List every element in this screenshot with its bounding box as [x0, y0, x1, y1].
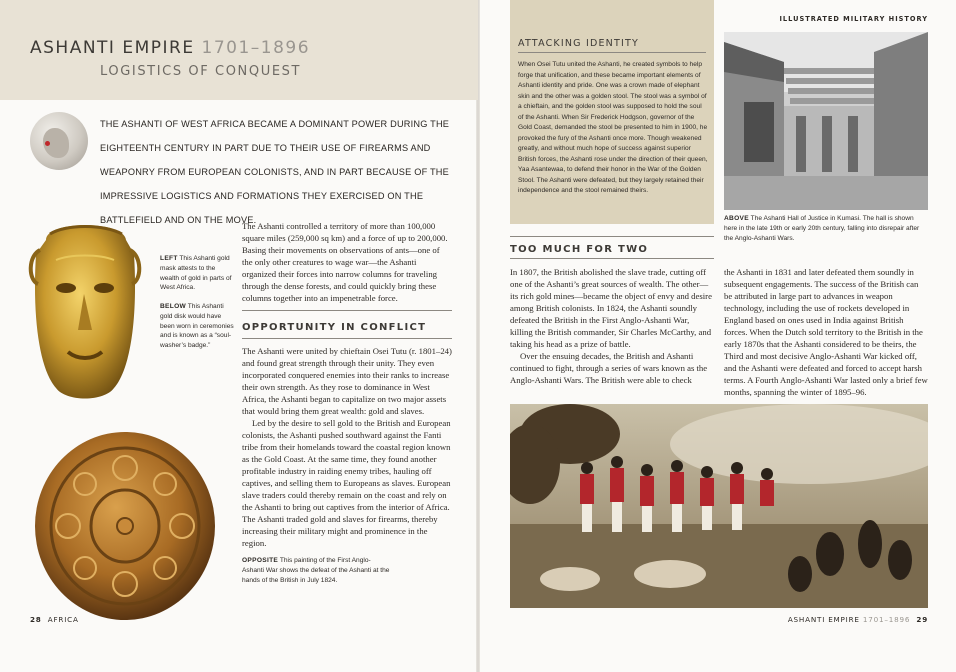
- too-much-paragraph-2: Over the ensuing decades, the British and Ashanti continued to fight, through a series of wars known as the Anglo-Ashanti Wars. The British were able to check: [510, 351, 708, 385]
- folio-section: AFRICA: [47, 615, 79, 624]
- running-head: ILLUSTRATED MILITARY HISTORY: [779, 15, 928, 23]
- sidebar-rule: [518, 52, 706, 53]
- sidebar-text: When Osei Tutu united the Ashanti, he created symbols to help forge that unification, and these became important elements of Ashanti identity and pride. One was a crown made of elephant skin and the other was a golden stool. The stool was a symbol of a chieftain, and the golden stool was supposed to hold the soul of the Ashanti. When Sir Frederick Hodgson, governor of the Gold Coast, demanded the stool be presented to him in 1900, he provoked the fury of the Ashanti once more. Though weakened greatly, and without much hope of success against superior British forces, the Ashanti rose under the direction of their queen, Yaa Asantewaa, to defend their honor in the War of the Golden Stool. The Ashanti were defeated, but they largely retained their independence and the stool remained theirs.: [518, 61, 708, 194]
- gutter: [476, 0, 480, 672]
- location-marker: [45, 141, 50, 146]
- section-rule: [242, 338, 452, 339]
- folio-right: [788, 615, 928, 624]
- sidebar-heading: ATTACKING IDENTITY: [518, 38, 639, 49]
- section-rule: [510, 258, 714, 259]
- title-years: 1701–1896: [201, 38, 311, 58]
- page-number: 29: [916, 615, 928, 624]
- page-title: [30, 38, 310, 58]
- caption-left: LEFT This Ashanti gold mask attests to the wealth of gold in parts of West Africa.: [160, 255, 232, 292]
- page-subtitle: LOGISTICS OF CONQUEST: [100, 64, 302, 79]
- section-rule: [510, 236, 714, 237]
- folio-years: 1701–1896: [862, 615, 911, 624]
- caption-opposite: OPPOSITE This painting of the First Anglo-Ashanti War shows the defeat of the Ashanti at the hands of the British in July 1824.: [242, 557, 390, 584]
- folio-left: [30, 615, 79, 624]
- too-much-paragraph-1: In 1807, the British abolished the slave trade, cutting off one of the Ashanti’s great sources of wealth. The other—its rich gold mines—became the object of envy and desire among British colonists. In 1824, the Ashanti soundly defeated the British in the First Anglo-Ashanti War, killing the British commander, Sir Charles McCarthy, and taking his head as a prize of battle.: [510, 267, 712, 349]
- caption-above: ABOVE The Ashanti Hall of Justice in Kumasi. The hall is shown here in the late 19th or early 20th century, falling into disrepair after the Anglo-Ashanti Wars.: [724, 215, 920, 242]
- page-number: 28: [30, 615, 42, 624]
- folio-section: ASHANTI EMPIRE: [787, 615, 860, 624]
- body-paragraph-1: The Ashanti controlled a territory of more than 100,000 square miles (259,000 sq km) and a force of up to 200,000. Basing their movements on observations of ants—one of the only other creatures to wage war—the Ashanti organized their forces into narrow columns for traveling through the dense forests, and could quickly bring these columns together into an impenetrable force.: [242, 221, 448, 303]
- hall-of-justice-image: [724, 32, 928, 210]
- gold-mask-image: [26, 210, 144, 410]
- africa-globe-icon: [30, 112, 88, 170]
- too-much-paragraph-3: the Ashanti in 1831 and later defeated them soundly in subsequent engagements. The success of the British can be attributed in large part to advances in weapon technology, including the use of rockets developed in England based on ones used in India against British forces. When the Dutch sold territory to the British in the early 1870s that the Ashanti considered to be theirs, the Third and most decisive Anglo-Ashanti War kicked off, and the Ashanti were defeated and forced to accept harsh terms. A Fourth Anglo-Ashanti War lasted only a brief few months, spanning the winter of 1895–96.: [724, 267, 928, 397]
- gold-disk-image: [30, 428, 220, 624]
- title-main: ASHANTI EMPIRE: [30, 38, 195, 58]
- intro-text: THE ASHANTI OF WEST AFRICA BECAME A DOMINANT POWER DURING THE EIGHTEENTH CENTURY IN PART DUE TO THEIR USE OF FIREARMS AND WEAPONRY FROM EUROPEAN COLONISTS, AND IN PART BECAUSE OF THE IMPRESSIVE LOGISTICS AND FORMATIONS THEY EXERCISED ON THE BATTLEFIELD AND ON THE MOVE.: [100, 119, 450, 225]
- too-much-column-1: [510, 266, 714, 386]
- caption-below: BELOW This Ashanti gold disk would have been worn in ceremonies and is known as a “soul-washer’s badge.”: [160, 303, 234, 350]
- section-heading-too-much: TOO MUCH FOR TWO: [510, 244, 649, 255]
- opportunity-paragraph-2: Led by the desire to sell gold to the British and European colonists, the Ashanti pushed southward against the Fanti tribe from their homelands toward the coastal region known as the Gold Coast. At the same time, they found another profitable industry in raiding enemy tribes, hauling off captives, and selling them to Europeans as slaves. European slave traders could thereby remain on the coast and rely on the Ashanti to bring out captives from the interior of Africa. The Ashanti traded gold and slaves for firearms, thereby increasing their military might and prominence in the region.: [242, 418, 451, 548]
- section-rule: [242, 310, 452, 311]
- section-heading-opportunity: OPPORTUNITY IN CONFLICT: [242, 322, 427, 333]
- battle-painting-image: [510, 404, 928, 608]
- opportunity-paragraph-1: The Ashanti were united by chieftain Osei Tutu (r. 1801–24) and found great strength through their unity. They even incorporated conquered enemies into their ranks to increase their own strength. As they rose to dominance in West Africa, the Ashanti began to capitalize on two major assets that would bring them great wealth: gold and slaves.: [242, 346, 452, 416]
